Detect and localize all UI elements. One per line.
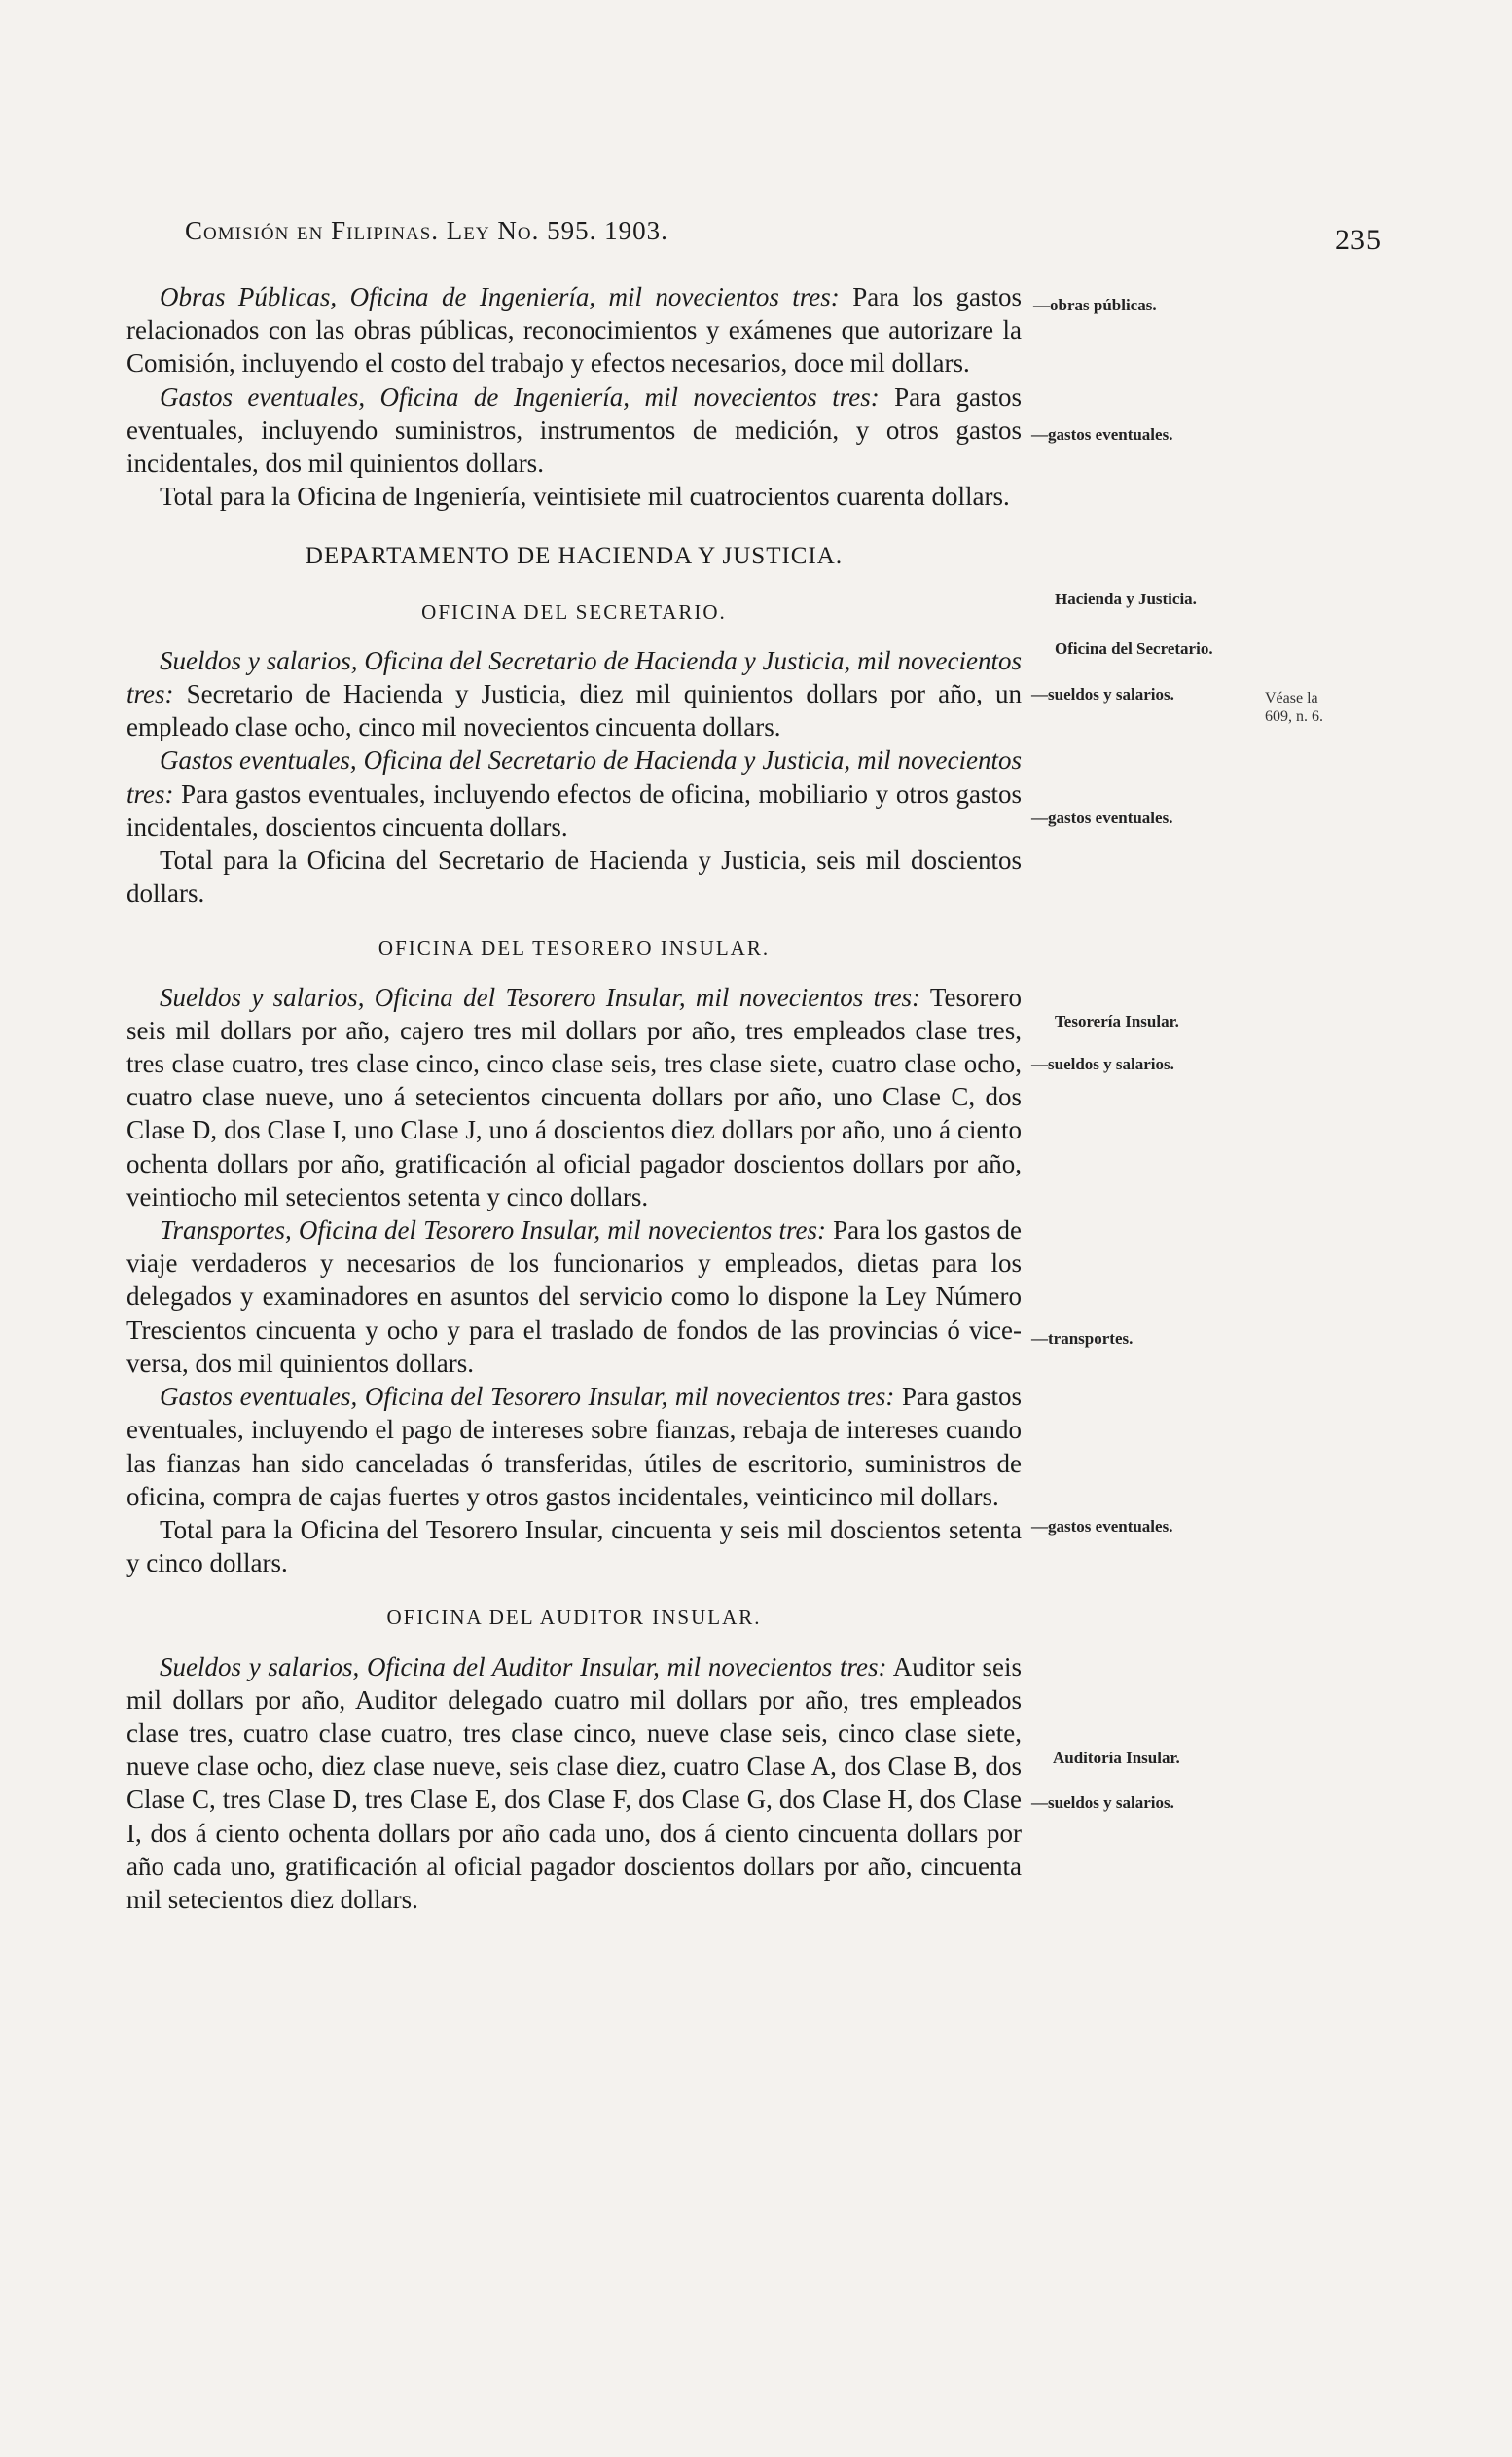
margin-note-gastos-eventuales: —gastos eventuales. — [1031, 809, 1173, 827]
paragraph-caption: Transportes, Oficina del Tesorero Insular, mil novecientos tres: — [160, 1215, 826, 1246]
margin-note-sueldos-salarios: —sueldos y salarios. — [1031, 1793, 1174, 1812]
margin-note-tesoreria-insular: Tesorería Insular. — [1055, 1012, 1179, 1030]
margin-note-obras-publicas: —obras públicas. — [1033, 296, 1157, 314]
total-paragraph: Total para la Oficina del Tesorero Insular, cincuenta y seis mil doscientos setenta y cinco dollars. — [126, 1514, 1022, 1578]
paragraph-caption: Gastos eventuales, Oficina de Ingeniería, mil novecientos tres: — [160, 381, 880, 412]
paragraph-text: Para gastos eventuales, incluyendo suministros, instrumentos de medición, y otros gastos incidentales, dos mil quinientos dollars. — [126, 381, 1023, 479]
cross-reference: Véase la 609, n. 6. — [1265, 690, 1323, 725]
appropriation-paragraph — [126, 644, 1022, 744]
paragraph-caption: Sueldos y salarios, Oficina del Secretario de Hacienda y Justicia, mil novecientos tres: — [126, 645, 1022, 709]
paragraph-text: Secretario de Hacienda y Justicia, diez mil quinientos dollars por año, un empleado clase ocho, cinco mil novecientos cincuenta dollars. — [126, 679, 1023, 742]
margin-note-hacienda-justicia: Hacienda y Justicia. — [1055, 590, 1197, 608]
running-title: Comisión en Filipinas. Ley No. 595. 1903. — [185, 216, 668, 245]
paragraph-text: Para gastos eventuales, incluyendo efectos de oficina, mobiliario y otros gastos incidentales, doscientos cincuenta dollars. — [126, 778, 1022, 842]
paragraph-caption: Sueldos y salarios, Oficina del Tesorero Insular, mil novecientos tres: — [160, 982, 921, 1012]
paragraph-text: Auditor seis mil dollars por año, Auditor delegado cuatro mil dollars por año, tres empleados clase tres, cuatro clase cuatro, tres clase cinco, nueve clase seis, cinco clase siete, nueve clase ocho, diez clase nueve, seis clase diez, cuatro Clase A, dos Clase B, dos Clase C, tres Clase D, tres Clase E, dos Clase F, dos Clase G, dos Clase H, dos Clase I, dos á ciento ochenta dollars por año cada uno, dos á ciento cincuenta dollars por año cada uno, gratificación al oficial pagador doscientos dollars por año, cincuenta mil setecientos diez dollars. — [126, 1651, 1022, 1914]
margin-note-transportes: —transportes. — [1031, 1329, 1134, 1348]
appropriation-paragraph — [126, 743, 1022, 844]
margin-note-gastos-eventuales: —gastos eventuales. — [1031, 1517, 1173, 1536]
paragraph-text: Para los gastos relacionados con las obras públicas, reconocimientos y exámenes que autorizare la Comisión, incluyendo el costo del trabajo y efectos necesarios, doce mil dollars. — [126, 282, 1022, 379]
total-paragraph: Total para la Oficina de Ingeniería, veintisiete mil cuatrocientos cuarenta dollars. — [160, 482, 1010, 512]
appropriation-paragraph — [126, 1380, 1022, 1513]
margin-note-sueldos-salarios: —sueldos y salarios. — [1031, 685, 1174, 704]
paragraph-caption: Sueldos y salarios, Oficina del Auditor Insular, mil novecientos tres: — [160, 1651, 887, 1681]
page-number: 235 — [1335, 224, 1382, 256]
margin-note-auditoria-insular: Auditoría Insular. — [1053, 1749, 1180, 1767]
paragraph-text: Para gastos eventuales, incluyendo el pago de intereses sobre fianzas, rebaja de intereses cuando las fianzas han sido canceladas ó transferidas, útiles de escritorio, suministros de oficina, compra de cajas fuertes y otros gastos incidentales, veinticinco mil dollars. — [126, 1382, 1022, 1511]
appropriation-paragraph — [126, 1650, 1022, 1917]
appropriation-paragraph — [126, 1213, 1022, 1380]
paragraph-caption: Gastos eventuales, Oficina del Secretario de Hacienda y Justicia, mil novecientos tres: — [126, 745, 1022, 809]
page-header — [185, 216, 1382, 256]
total-paragraph: Total para la Oficina del Secretario de Hacienda y Justicia, seis mil doscientos dollars. — [126, 846, 1022, 909]
margin-note-gastos-eventuales: —gastos eventuales. — [1031, 425, 1173, 444]
appropriation-paragraph — [126, 280, 1022, 380]
margin-note-sueldos-salarios: —sueldos y salarios. — [1031, 1055, 1174, 1073]
paragraph-text: Para los gastos de viaje verdaderos y necesarios de los funcionarios y empleados, dietas para los delegados y examinadores en asuntos del servicio como lo dispone la Ley Número Trescientos cincuenta y ocho y para el traslado de fondos de las provincias ó vice-versa, dos mil quinientos dollars. — [126, 1215, 1022, 1378]
section-heading: DEPARTAMENTO DE HACIENDA Y JUSTICIA. — [305, 543, 844, 570]
paragraph-caption: Gastos eventuales, Oficina del Tesorero Insular, mil novecientos tres: — [160, 1382, 895, 1412]
paragraph-caption: Obras Públicas, Oficina de Ingeniería, mil novecientos tres: — [160, 282, 840, 311]
section-heading: OFICINA DEL AUDITOR INSULAR. — [386, 1606, 762, 1630]
section-heading: OFICINA DEL SECRETARIO. — [421, 599, 727, 624]
document-body — [126, 280, 1022, 1916]
appropriation-paragraph — [126, 981, 1022, 1213]
section-heading: OFICINA DEL TESORERO INSULAR. — [378, 936, 771, 960]
appropriation-paragraph — [126, 380, 1022, 481]
paragraph-text: Tesorero seis mil dollars por año, cajero tres mil dollars por año, tres empleados clase tres, tres clase cuatro, tres clase cinco, cinco clase seis, tres clase siete, cuatro clase ocho, cuatro clase nueve, uno á setecientos cincuenta dollars por año, uno Clase C, dos Clase D, dos Clase I, uno Clase J, uno á doscientos diez dollars por año, uno á ciento ochenta dollars por año, gratificación al oficial pagador doscientos dollars por año, veintiocho mil setecientos setenta y cinco dollars. — [126, 982, 1022, 1211]
margin-note-oficina-secretario: Oficina del Secretario. — [1055, 639, 1213, 658]
